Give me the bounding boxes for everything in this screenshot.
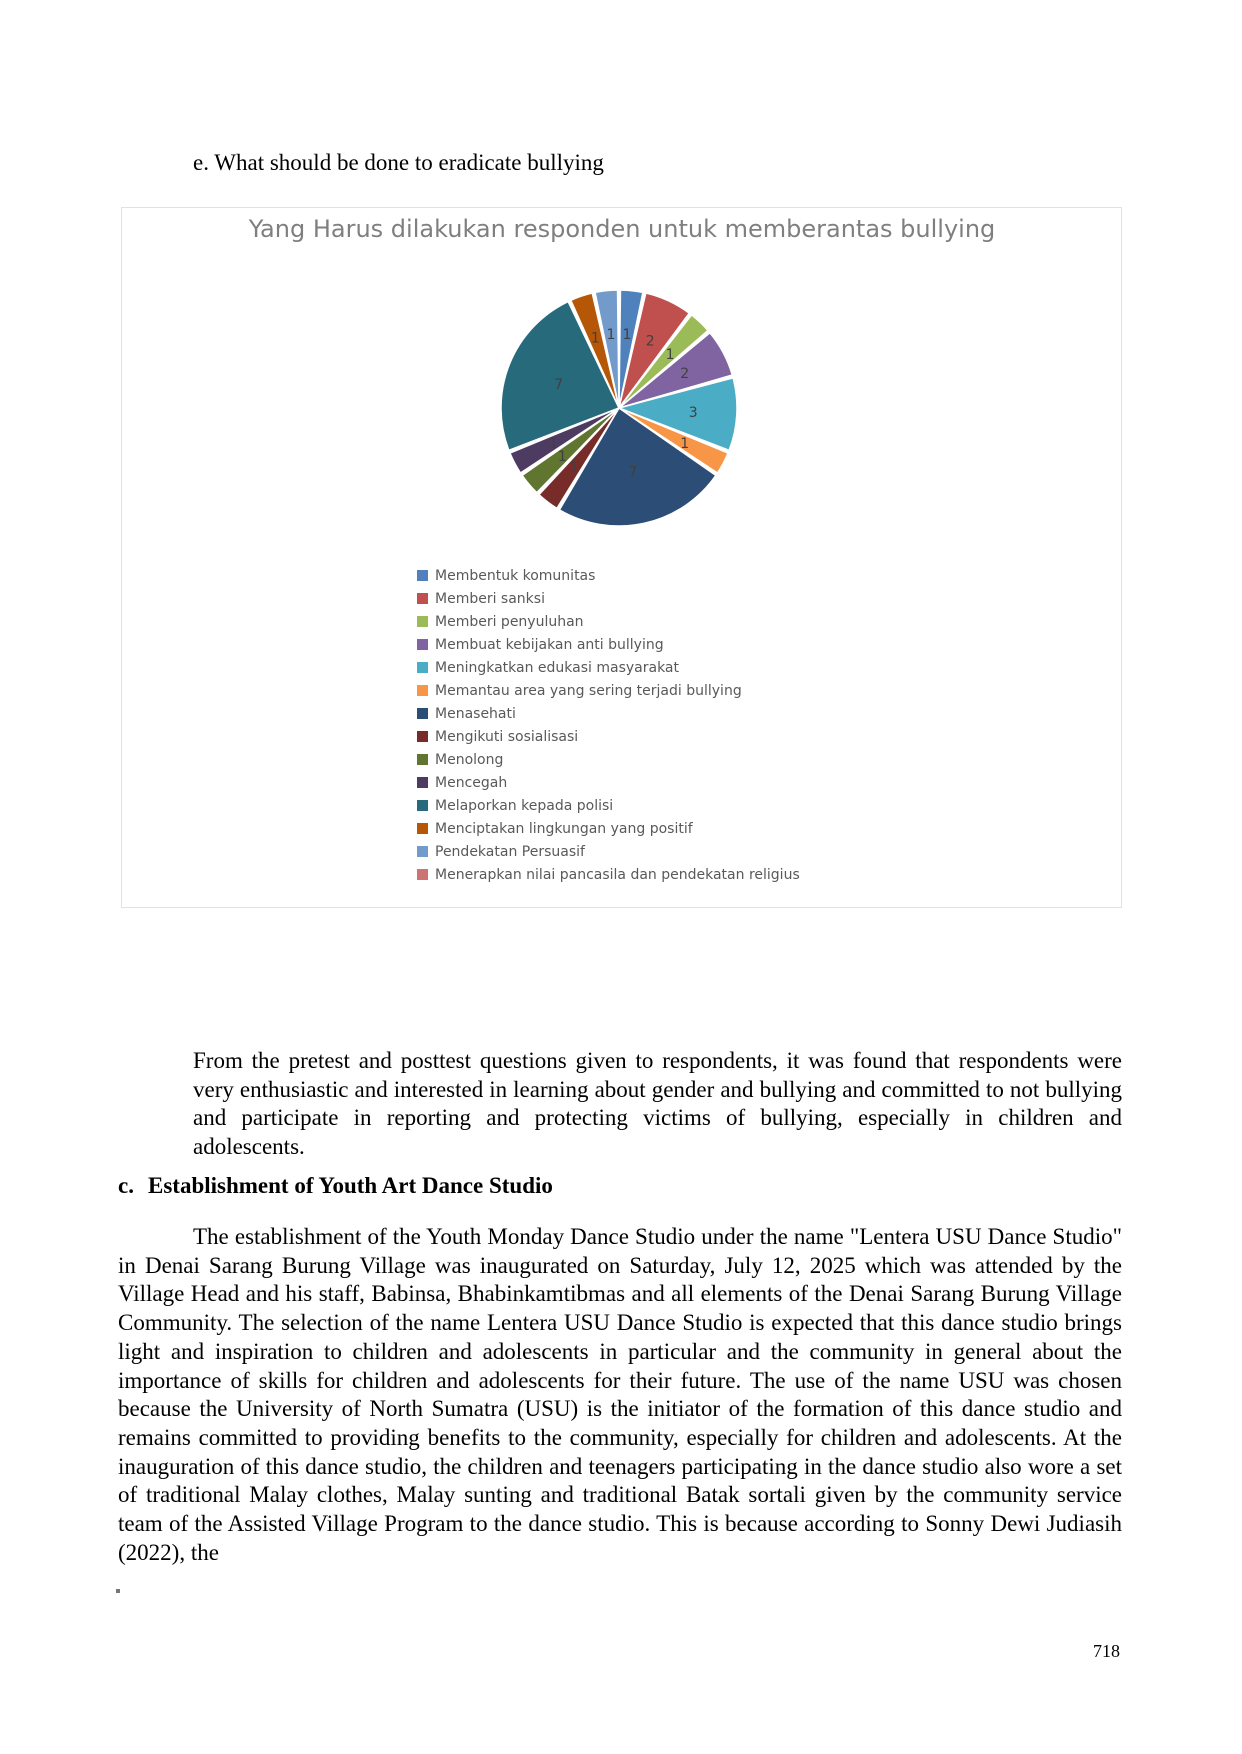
paragraph-pretest-results: From the pretest and posttest questions given to respondents, it was found that respondents were very enthusiastic and interested in learning about gender and bullying and committed to not bullying and participate in reporting and protecting victims of bullying, especially in children and adolescents. [193, 1048, 1122, 1160]
legend-swatch [417, 639, 428, 650]
legend-label: Meningkatkan edukasi masyarakat [435, 660, 679, 676]
legend-swatch [417, 685, 428, 696]
pie-data-label: 1 [606, 327, 616, 344]
pie-data-label: 2 [645, 333, 655, 350]
pie-data-label: 7 [554, 377, 564, 393]
legend-swatch [417, 869, 428, 880]
legend-label: Memberi sanksi [435, 591, 545, 607]
chart-title: Yang Harus dilakukan responden untuk memberantas bullying [248, 215, 996, 243]
legend-swatch [417, 777, 428, 788]
pie-data-label: 1 [548, 435, 558, 452]
legend-label: Menasehati [435, 706, 516, 722]
page-number: 718 [1093, 1641, 1120, 1661]
section-letter: c. [118, 1173, 134, 1198]
legend-swatch [417, 616, 428, 627]
pie-slices [501, 290, 737, 526]
footer-mark [116, 1589, 120, 1593]
legend-swatch [417, 754, 428, 765]
section-subheading: e. What should be done to eradicate bullying [193, 150, 604, 175]
legend-swatch [417, 800, 428, 811]
legend-label: Memberi penyuluhan [435, 614, 584, 630]
legend-swatch [417, 731, 428, 742]
legend-label: Pendekatan Persuasif [435, 844, 585, 860]
chart-legend [417, 568, 800, 883]
legend-swatch [417, 823, 428, 834]
pie-data-label: 1 [665, 347, 675, 363]
legend-label: Membentuk komunitas [435, 568, 596, 584]
pie-data-label: 1 [622, 327, 632, 344]
legend-swatch [417, 662, 428, 673]
pie-data-label: 7 [628, 464, 638, 481]
pie-chart [122, 208, 1123, 909]
pie-chart-figure [121, 207, 1122, 908]
pie-data-label: 2 [680, 366, 690, 383]
legend-swatch [417, 708, 428, 719]
legend-label: Menolong [435, 752, 504, 768]
pie-data-label: 1 [590, 330, 600, 347]
legend-swatch [417, 593, 428, 604]
legend-label: Menerapkan nilai pancasila dan pendekatan religius [435, 867, 800, 883]
legend-swatch [417, 570, 428, 581]
legend-label: Mengikuti sosialisasi [435, 729, 579, 745]
legend-swatch [417, 846, 428, 857]
section-heading-c [118, 1171, 553, 1201]
pie-data-label: 1 [680, 435, 690, 452]
legend-label: Mencegah [435, 775, 508, 791]
legend-label: Melaporkan kepada polisi [435, 798, 614, 814]
legend-label: Membuat kebijakan anti bullying [435, 637, 664, 653]
pie-data-label: 3 [688, 405, 698, 421]
legend-label: Menciptakan lingkungan yang positif [435, 821, 693, 837]
legend-label: Memantau area yang sering terjadi bullying [435, 683, 742, 699]
paragraph-dance-studio: The establishment of the Youth Monday Dance Studio under the name "Lentera USU Dance Studio" in Denai Sarang Burung Village was inaugurated on Saturday, July 12, 2025 which was attended by the Village Head and his staff, Babinsa, Bhabinkamtibmas and all elements of the Denai Sarang Burung Village Community. The selection of the name Lentera USU Dance Studio is expected that this dance studio brings light and inspiration to children and adolescents in particular and the community in general about the importance of skills for children and adolescents for their future. The use of the name USU was chosen because the University of North Sumatra (USU) is the initiator of the formation of this dance studio and remains committed to providing benefits to the community, especially for children and adolescents. At the inauguration of this dance studio, the children and teenagers participating in the dance studio also wore a set of traditional Malay clothes, Malay sunting and traditional Batak sortali given by the community service team of the Assisted Village Program to the dance studio. This is because according to Sonny Dewi Judiasih (2022), the [118, 1224, 1122, 1565]
pie-data-label: 1 [569, 460, 579, 477]
pie-data-label: 1 [557, 449, 567, 466]
section-title: Establishment of Youth Art Dance Studio [148, 1173, 553, 1198]
